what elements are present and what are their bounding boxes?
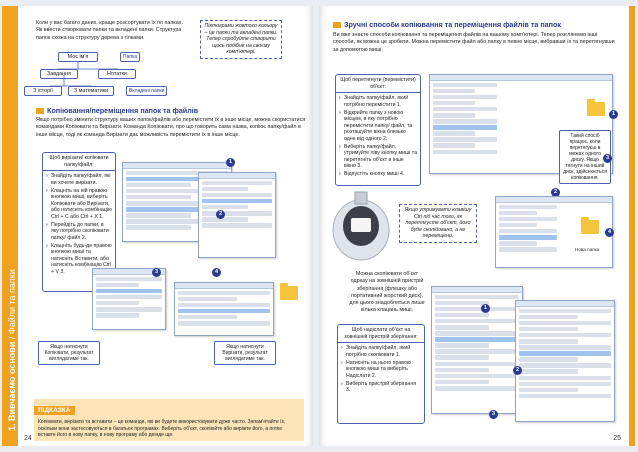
step-badge-2: 2 [216,210,225,219]
step-item: › Виберіть папку/файл, утримуйте ліву кнопку миші та перетягніть об'єкт в інше вікно 3. [339,144,417,170]
new-folder-caption: Нова папка [575,247,600,252]
tree-note: Піктограми жовтого кольору – це папки та вкладені папки. Тепер спробуйте створити щось подібне на своєму комп'ютері. [200,20,282,59]
step-badge-2: 2 [551,188,560,197]
step-item: › Відпустіть кнопку миші 4. [339,171,417,178]
tree-leaf-math: З математики [68,86,114,96]
step-badge-1: 1 [609,110,618,119]
tip-box [34,399,304,441]
tree-label-subfolders: Вкладені папки [126,86,167,96]
step-item: › Знайдіть папку/файл, який потрібно перемістити 1. [339,95,417,108]
step-badge-2: 2 [513,366,522,375]
step-badge-4: 4 [212,268,221,277]
step-item: › Клацніть на ній правою кнопкою миші, виберіть Копіювати або Вирізати, або натисніть комбінацію Ctrl + C або Ctrl + X 1. [46,188,112,221]
send-to-explorer-window [431,286,523,414]
folder-icon [280,286,298,300]
folder-icon [587,102,605,116]
tree-child-notes: Нотатки [98,69,136,79]
tree-leaf-history: З історії [24,86,62,96]
step-item: › Натисніть на нього правою кнопкою миші та виберіть Надіслати 2. [341,360,421,380]
drag-box-title: Щоб перетягнути (перемістити) об'єкт: [336,75,420,93]
callout-cut: Якщо натиснути Вирізати, результат виглядатиме так. [214,341,276,365]
chapter-sidebar [2,6,18,446]
external-text: Можна скопіювати об'єкт одразу на зовнішній пристрій зберігання (флешку або портативний жорсткий диск), для цього знадобляться лише кілька клацань миші. [349,271,425,314]
drag-steps-box [335,74,421,186]
tree-label-folder: Папка [120,52,140,62]
tip-text: Копіювати, вирізати та вставити – це команди, які ви будете використовувати дуже часто. Запам'ятайте їх, оскільки вони застосовуються в багатьох програмах. Виберіть об'єкт, скопіюйте або виріжте його, а потім вставте його в нову папку, в нову програму або деінде ще. [38,419,286,439]
steps-list [43,171,115,279]
step-badge-1: 1 [481,304,490,313]
external-steps-box [337,324,425,424]
section-heading: Копіювання/переміщення папок та файлів [36,106,198,115]
steps-box-title: Щоб вирізати/ копіювати папку/файл: [43,153,115,171]
heading-marker-icon [333,22,341,28]
chapter-subtitle: / Файли та папки [7,269,17,342]
step-badge-3: 3 [603,154,612,163]
step-item: › Знайдіть папку/файл, який потрібно скопіювати 1. [341,345,421,358]
external-steps-list [338,343,424,397]
heading-marker-icon [36,108,44,114]
right-intro: Ви вже знаєте способи копіювання та переміщення файлів на вашому комп'ютері. Тепер розглянемо інші способи, як можна це зробити. Можна перемістити файл або папку в певне місце, вибравши їх та перетягнувши за допомогою миші. [333,32,615,53]
left-page [2,6,313,446]
folder-icon [581,220,599,234]
callout-copy: Якщо натиснути Копіювати, результат виглядатиме так. [38,341,100,365]
result-screenshot [174,282,274,336]
step-badge-4: 4 [605,228,614,237]
step-badge-3: 3 [489,410,498,419]
step-badge-1: 1 [226,158,235,167]
page-number: 25 [613,435,621,442]
tree-root: Моє ім'я [58,52,98,62]
tip-title: ПІДКАЗКА [34,406,75,415]
step-item: › Виберіть пристрій зберігання 3. [341,381,421,394]
folder-window-screenshot [198,172,276,258]
drag-steps-list [336,93,420,181]
ctrl-drag-note: Якщо утримувати клавішу Ctrl під час того, як перетягуєте об'єкт, його буде скопійовано, а не переміщено. [399,204,477,243]
section-text: Якщо потрібно змінити структуру ваших папок/файлів або перемістити їх в інше місце, можна скористатися командами Копіювати та Вирізати. Команда Копіювати, про що говорить сама назва, копіює папку/файл в інше місце, тоді як команда Вирізати дає можливість перемістити їх в інше місце. [36,117,306,138]
step-item: › Клацніть будь-де правою кнопкою миші та натисніть Вставити, або натисніть комбінацію Ctrl + V 3. [46,243,112,276]
paste-menu-screenshot [92,268,166,330]
tree-child-tasks: Завдання [40,69,78,79]
step-badge-3: 3 [152,268,161,277]
intro-text: Коли у вас багато даних, краще розсортувати їх по папках. Як ввести створювати папки та вкладені папки. Структура папок схожа на структуру дерева з гілками. [36,20,183,41]
external-box-title: Щоб надіслати об'єкт на зовнішній пристрій зберігання: [338,325,424,343]
chapter-tab [629,6,635,446]
right-heading: Зручні способи копіювання та переміщення файлів та папок [333,20,623,29]
send-to-context-menu [515,300,615,422]
right-page [319,6,635,446]
tree-connectors [22,58,142,88]
callout-drag: Такий спосіб працює, коли перетягуєш в межах одного диску. Якщо тягнути на інший диск, здійснюється копіювання. [559,130,611,184]
usb-drive-icon [329,190,393,264]
chapter-title: 1. Вивчаємо основи [7,341,17,431]
step-item: › Перейдіть до папки, в яку потрібно скопіювати папку/ файл 2. [46,222,112,242]
step-item: › Знайдіть папку/файл, які ви хочете вирізати. [46,173,112,186]
page-number: 24 [24,435,32,442]
step-item: › Відкрийте папку з новою місцем, в яку потрібно перемістити папку/ файл, та розташуйте вікна близько одне від одного 2. [339,110,417,143]
